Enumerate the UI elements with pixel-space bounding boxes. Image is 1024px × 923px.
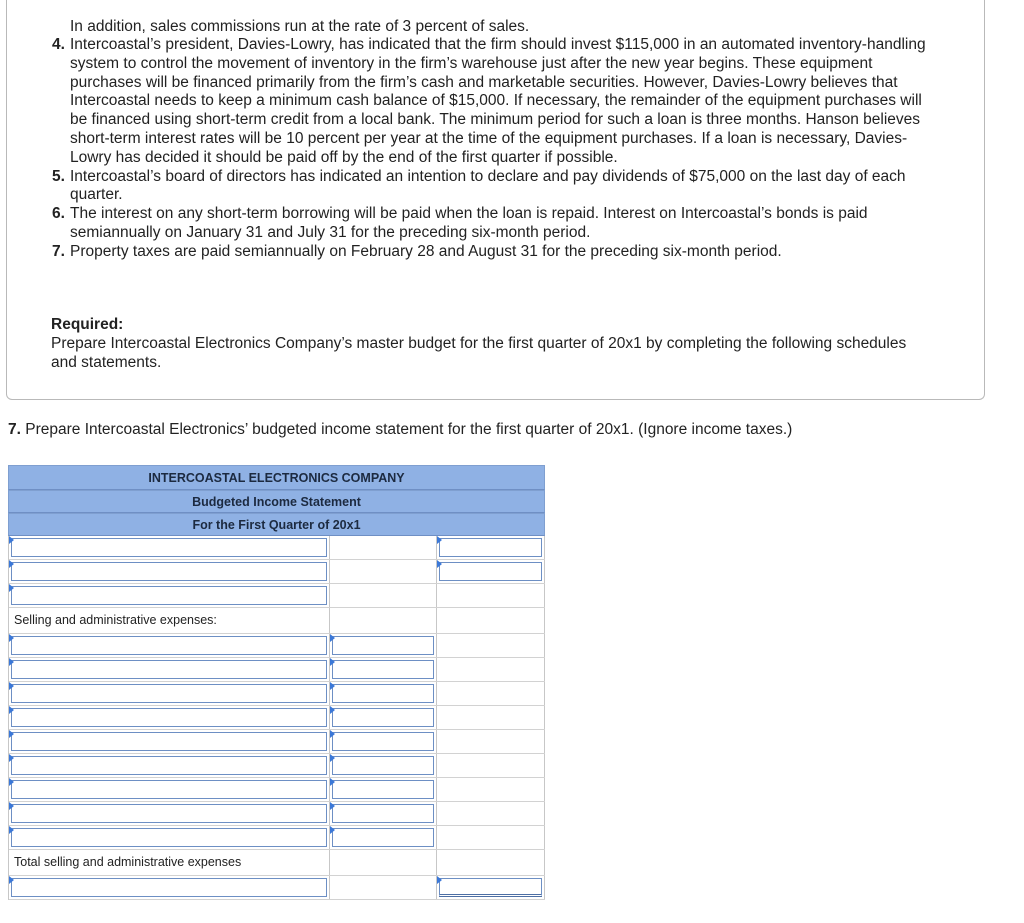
table-row [9, 536, 545, 560]
problem-item-6 [52, 205, 942, 243]
table-row [9, 802, 545, 826]
dropdown-marker-icon [9, 584, 14, 592]
expense-label-input[interactable] [11, 660, 327, 679]
dropdown-marker-icon [437, 876, 442, 884]
part-number: 7. [8, 421, 21, 438]
table-row [9, 608, 545, 634]
table-row [9, 634, 545, 658]
statement-period-header: For the First Quarter of 20x1 [8, 513, 545, 536]
table-row [9, 730, 545, 754]
expense-amount-input[interactable] [332, 660, 434, 679]
table-row [9, 658, 545, 682]
item-number: 5. [52, 167, 65, 185]
table-row [9, 706, 545, 730]
dropdown-marker-icon [9, 560, 14, 568]
expense-amount-input[interactable] [332, 828, 434, 847]
expense-label-input[interactable] [11, 636, 327, 655]
dropdown-marker-icon [330, 826, 335, 834]
expense-amount-input[interactable] [332, 636, 434, 655]
expense-label-input[interactable] [11, 780, 327, 799]
expense-amount-input[interactable] [332, 804, 434, 823]
dropdown-marker-icon [330, 802, 335, 810]
table-row [9, 560, 545, 584]
amount-input[interactable] [439, 538, 542, 557]
required-text: Prepare Intercoastal Electronics Company’s master budget for the first quarter of 20x1 by completing the following schedules and statements. [51, 335, 907, 371]
problem-intro: In addition, sales commissions run at the rate of 3 percent of sales. [70, 18, 530, 35]
table-row [9, 584, 545, 608]
problem-items [52, 36, 942, 262]
expense-label-input[interactable] [11, 684, 327, 703]
dropdown-marker-icon [9, 682, 14, 690]
dropdown-marker-icon [9, 706, 14, 714]
dropdown-marker-icon [330, 754, 335, 762]
dropdown-marker-icon [330, 706, 335, 714]
dropdown-marker-icon [9, 730, 14, 738]
table-row [9, 754, 545, 778]
dropdown-marker-icon [330, 682, 335, 690]
expense-label-input[interactable] [11, 756, 327, 775]
table-row [9, 876, 545, 900]
item-number: 7. [52, 242, 65, 260]
expense-amount-input[interactable] [332, 756, 434, 775]
sga-label: Selling and administrative expenses: [14, 613, 217, 627]
expense-label-input[interactable] [11, 732, 327, 751]
expense-amount-input[interactable] [332, 684, 434, 703]
total-sga-label: Total selling and administrative expenses [14, 855, 242, 869]
dropdown-marker-icon [437, 560, 442, 568]
problem-item-5 [52, 168, 942, 206]
item-text: Property taxes are paid semiannually on February 28 and August 31 for the preceding six-month period. [70, 242, 782, 260]
table-row [9, 682, 545, 706]
label-input[interactable] [11, 538, 327, 557]
table-row [9, 850, 545, 876]
dropdown-marker-icon [9, 876, 14, 884]
dropdown-marker-icon [9, 634, 14, 642]
expense-amount-input[interactable] [332, 780, 434, 799]
amount-input[interactable] [439, 878, 542, 897]
statement-title-header: Budgeted Income Statement [8, 490, 545, 513]
dropdown-marker-icon [330, 730, 335, 738]
budgeted-income-statement [8, 465, 545, 900]
expense-amount-input[interactable] [332, 732, 434, 751]
label-input[interactable] [11, 586, 327, 605]
item-text: The interest on any short-term borrowing will be paid when the loan is repaid. Interest on Intercoastal’s bonds is paid semiannually on January 31 and July 31 for the preceding six-month period. [70, 205, 868, 241]
label-input[interactable] [11, 878, 327, 897]
table-row [9, 778, 545, 802]
item-number: 4. [52, 36, 65, 53]
dropdown-marker-icon [9, 658, 14, 666]
expense-label-input[interactable] [11, 804, 327, 823]
part-instruction-text: Prepare Intercoastal Electronics’ budgeted income statement for the first quarter of 20x1. (Ignore income taxes.) [25, 421, 793, 438]
problem-item-7 [52, 243, 942, 262]
dropdown-marker-icon [9, 778, 14, 786]
amount-input[interactable] [439, 562, 542, 581]
dropdown-marker-icon [9, 536, 14, 544]
expense-label-input[interactable] [11, 708, 327, 727]
expense-label-input[interactable] [11, 828, 327, 847]
expense-amount-input[interactable] [332, 708, 434, 727]
dropdown-marker-icon [330, 634, 335, 642]
dropdown-marker-icon [9, 754, 14, 762]
dropdown-marker-icon [9, 826, 14, 834]
table-row [9, 826, 545, 850]
statement-grid [8, 536, 545, 900]
label-input[interactable] [11, 562, 327, 581]
dropdown-marker-icon [330, 778, 335, 786]
problem-item-4 [52, 36, 942, 168]
required-label: Required: [51, 316, 124, 333]
dropdown-marker-icon [437, 536, 442, 544]
item-number: 6. [52, 205, 65, 223]
dropdown-marker-icon [9, 802, 14, 810]
statement-company-header: INTERCOASTAL ELECTRONICS COMPANY [8, 465, 545, 490]
dropdown-marker-icon [330, 658, 335, 666]
item-text: Intercoastal’s president, Davies-Lowry, has indicated that the firm should invest $115,000 in an automated inventory-handling system to control the movement of inventory in the firm’s warehouse just after the new year begins. These equipment purchases will be financed primarily from the firm’s cash and marketable securities. However, Davies-Lowry believes that Intercoastal needs to keep a minimum cash balance of $15,000. If necessary, the remainder of the equipment purchases will be financed using short-term credit from a local bank. The minimum period for such a loan is three months. Hanson believes short-term interest rates will be 10 percent per year at the time of the equipment purchases. If a loan is necessary, Davies-Lowry has decided it should be paid off by the end of the first quarter if possible. [70, 36, 926, 166]
part-instruction [8, 421, 792, 439]
item-text: Intercoastal’s board of directors has indicated an intention to declare and pay dividends of $75,000 on the last day of each quarter. [70, 167, 906, 204]
